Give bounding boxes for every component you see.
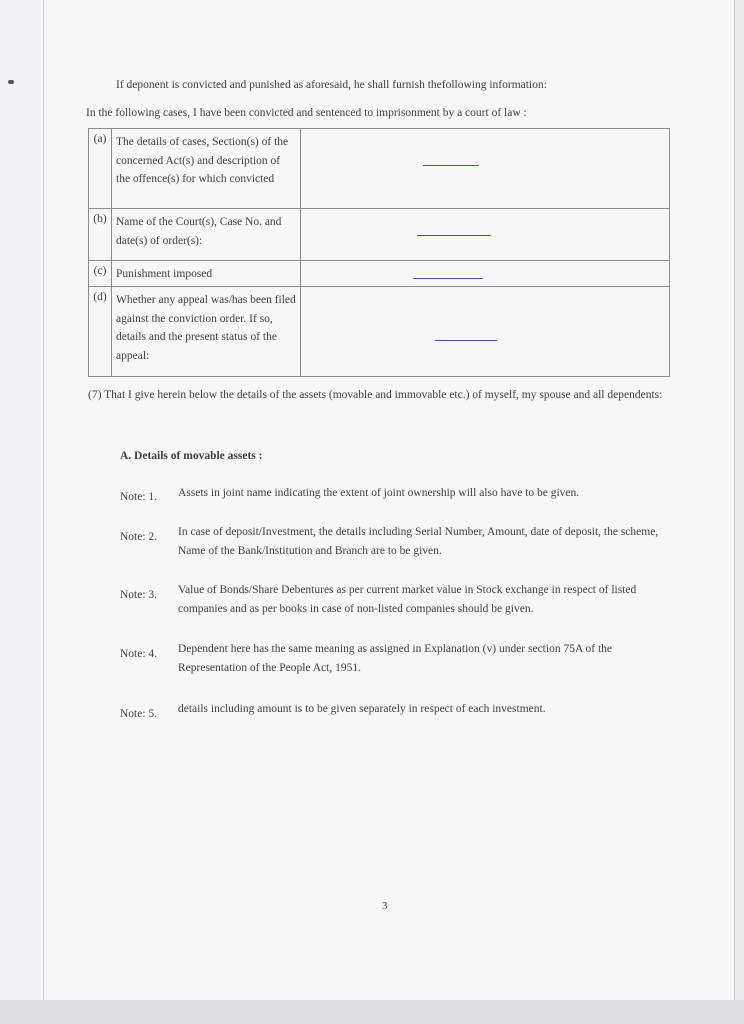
- page-number: 3: [382, 900, 388, 912]
- note-label: Note: 4.: [120, 648, 158, 660]
- handwritten-dash: [435, 340, 497, 341]
- note-text: Dependent here has the same meaning as assigned in Explanation (v) under section 75A of the Representation of the People Act, 1951.: [178, 643, 612, 674]
- row-description: The details of cases, Section(s) of the concerned Act(s) and description of the offence(s) for which convicted: [112, 129, 301, 209]
- row-value-cell: [301, 287, 670, 377]
- document-page: [44, 0, 734, 1000]
- row-label: (a): [89, 129, 112, 209]
- row-description: Punishment imposed: [112, 261, 301, 287]
- note-label: Note: 3.: [120, 589, 158, 601]
- row-value-cell: [301, 129, 670, 209]
- paragraph-7: (7) That I give herein below the details of the assets (movable and immovable etc.) of myself, my spouse and all dependents:: [88, 389, 663, 401]
- punch-hole: [8, 80, 14, 84]
- handwritten-dash: [423, 165, 479, 166]
- page-bottom-edge: [0, 1000, 744, 1024]
- note-text: In case of deposit/Investment, the details including Serial Number, Amount, date of deposit, the scheme, Name of the Bank/Institution and Branch are to be given.: [178, 526, 659, 557]
- row-value-cell: [301, 209, 670, 261]
- table-row: [89, 129, 670, 209]
- handwritten-dash: [413, 278, 483, 279]
- row-value-cell: [301, 261, 670, 287]
- binding-spine: [0, 0, 45, 1000]
- table-row: [89, 287, 670, 377]
- row-label: (b): [89, 209, 112, 261]
- note-label: Note: 2.: [120, 531, 158, 543]
- row-description: Whether any appeal was/has been filed against the conviction order. If so, details and the present status of the appeal:: [112, 287, 301, 377]
- note-text: Value of Bonds/Share Debentures as per current market value in Stock exchange in respect of listed companies and as per books in case of non-listed companies should be given.: [178, 584, 637, 615]
- row-label: (c): [89, 261, 112, 287]
- conviction-table: [88, 128, 670, 377]
- row-label: (d): [89, 287, 112, 377]
- table-row: [89, 209, 670, 261]
- note-text: Assets in joint name indicating the extent of joint ownership will also have to be given.: [178, 487, 580, 499]
- note-text: details including amount is to be given separately in respect of each investment.: [178, 703, 546, 715]
- row-description: Name of the Court(s), Case No. and date(s) of order(s):: [112, 209, 301, 261]
- section-a-heading: A. Details of movable assets :: [120, 450, 263, 462]
- table-row: [89, 261, 670, 287]
- intro-line-2: In the following cases, I have been convicted and sentenced to imprisonment by a court of law :: [86, 107, 527, 119]
- note-label: Note: 1.: [120, 491, 158, 503]
- intro-line-1: If deponent is convicted and punished as aforesaid, he shall furnish thefollowing information:: [116, 79, 547, 91]
- handwritten-dash: [417, 235, 491, 236]
- note-label: Note: 5.: [120, 708, 158, 720]
